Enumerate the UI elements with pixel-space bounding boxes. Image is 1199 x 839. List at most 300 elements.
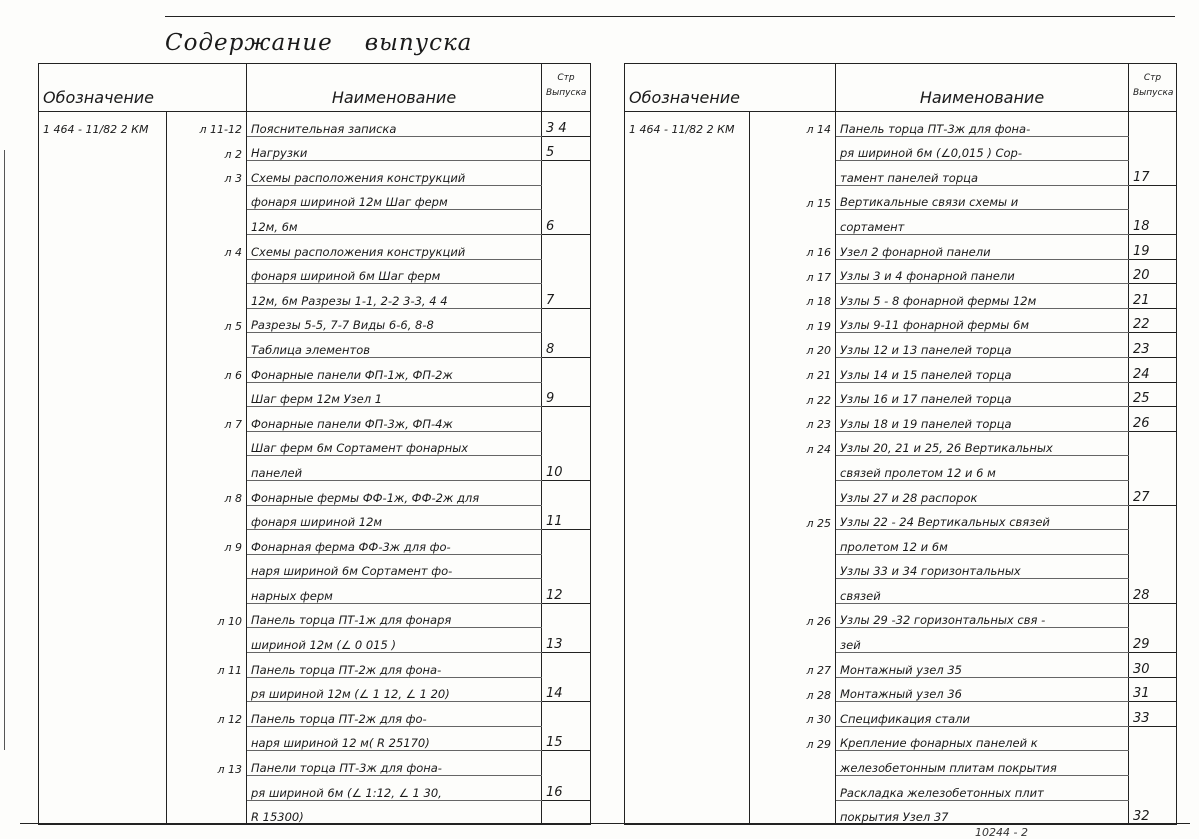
sheet-number-cell bbox=[750, 480, 836, 505]
page-number-cell bbox=[542, 234, 591, 259]
table-row bbox=[39, 456, 591, 481]
table-row bbox=[39, 653, 591, 678]
page-number-cell: 17 bbox=[1129, 161, 1177, 186]
header-row bbox=[625, 64, 1177, 112]
sheet-number-cell bbox=[167, 456, 247, 481]
table-row bbox=[39, 726, 591, 751]
sheet-number-cell: л 10 bbox=[167, 603, 247, 628]
page-number-cell bbox=[542, 308, 591, 333]
designation-cell bbox=[39, 456, 167, 481]
sheet-stamp: 10244 - 2 bbox=[975, 826, 1028, 839]
designation-cell bbox=[39, 579, 167, 604]
page-number-cell bbox=[542, 554, 591, 579]
sheet-number-cell bbox=[167, 333, 247, 358]
designation-cell bbox=[39, 800, 167, 825]
page-number-cell: 18 bbox=[1129, 210, 1177, 235]
designation-cell bbox=[625, 603, 750, 628]
table-row bbox=[625, 702, 1177, 727]
item-name-cell: Узлы 3 и 4 фонарной панели bbox=[836, 259, 1129, 284]
header-page-line1: Стр bbox=[1143, 72, 1162, 83]
item-name-cell: наря шириной 12 м( R 25170) bbox=[247, 726, 542, 751]
item-name-cell: железобетонным плитам покрытия bbox=[836, 751, 1129, 776]
item-name-cell: тамент панелей торца bbox=[836, 161, 1129, 186]
designation-cell bbox=[39, 382, 167, 407]
designation-cell bbox=[625, 259, 750, 284]
designation-cell bbox=[39, 407, 167, 432]
table-row bbox=[625, 185, 1177, 210]
page-number-cell bbox=[542, 357, 591, 382]
page-number-cell bbox=[542, 480, 591, 505]
page-number-cell: 24 bbox=[1129, 357, 1177, 382]
sheet-number-cell bbox=[750, 456, 836, 481]
page-number-cell bbox=[542, 800, 591, 825]
page-number-cell: 9 bbox=[542, 382, 591, 407]
item-name-cell: Разрезы 5-5, 7-7 Виды 6-6, 8-8 bbox=[247, 308, 542, 333]
sheet-number-cell bbox=[750, 136, 836, 161]
sheet-number-cell: л 4 bbox=[167, 234, 247, 259]
page-number-cell: 7 bbox=[542, 284, 591, 309]
item-name-cell: Вертикальные связи схемы и bbox=[836, 185, 1129, 210]
item-name-cell: Фонарные панели ФП-1ж, ФП-2ж bbox=[247, 357, 542, 382]
sheet-number-cell: л 6 bbox=[167, 357, 247, 382]
table-row bbox=[39, 776, 591, 801]
item-name-cell: Узлы 33 и 34 горизонтальных bbox=[836, 554, 1129, 579]
header-name: Наименование bbox=[331, 88, 457, 107]
designation-cell bbox=[625, 751, 750, 776]
page-number-cell bbox=[542, 407, 591, 432]
item-name-cell: сортамент bbox=[836, 210, 1129, 235]
designation-cell bbox=[625, 308, 750, 333]
sheet-number-cell: л 5 bbox=[167, 308, 247, 333]
header-designation: Обозначение bbox=[43, 88, 155, 107]
designation-cell bbox=[625, 210, 750, 235]
designation-cell bbox=[625, 234, 750, 259]
page-number-cell: 29 bbox=[1129, 628, 1177, 653]
designation-cell bbox=[625, 628, 750, 653]
designation-cell bbox=[39, 185, 167, 210]
item-name-cell: Узлы 27 и 28 распорок bbox=[836, 480, 1129, 505]
page-number-cell bbox=[542, 603, 591, 628]
table-row bbox=[625, 284, 1177, 309]
page-number-cell: 14 bbox=[542, 677, 591, 702]
designation-cell bbox=[625, 185, 750, 210]
designation-cell bbox=[39, 234, 167, 259]
item-name-cell: Схемы расположения конструкций bbox=[247, 234, 542, 259]
item-name-cell: ря шириной 12м (∠ 1 12, ∠ 1 20) bbox=[247, 677, 542, 702]
page-number-cell bbox=[542, 751, 591, 776]
sheet-number-cell: л 3 bbox=[167, 161, 247, 186]
table-row bbox=[625, 333, 1177, 358]
item-name-cell: связей пролетом 12 и 6 м bbox=[836, 456, 1129, 481]
table-row bbox=[39, 185, 591, 210]
item-name-cell: наря шириной 6м Сортамент фо- bbox=[247, 554, 542, 579]
item-name-cell: Шаг ферм 6м Сортамент фонарных bbox=[247, 431, 542, 456]
sheet-number-cell: л 12 bbox=[167, 702, 247, 727]
designation-cell bbox=[625, 333, 750, 358]
page-number-cell bbox=[1129, 776, 1177, 801]
table-row bbox=[39, 554, 591, 579]
sheet-number-cell: л 19 bbox=[750, 308, 836, 333]
header-name: Наименование bbox=[919, 88, 1045, 107]
item-name-cell: зей bbox=[836, 628, 1129, 653]
item-name-cell: Узлы 22 - 24 Вертикальных связей bbox=[836, 505, 1129, 530]
sheet-number-cell: л 11 bbox=[167, 653, 247, 678]
table-row bbox=[39, 259, 591, 284]
designation-cell bbox=[39, 284, 167, 309]
sheet-number-cell: л 27 bbox=[750, 653, 836, 678]
sheet-number-cell bbox=[167, 628, 247, 653]
table-row bbox=[39, 751, 591, 776]
item-name-cell: панелей bbox=[247, 456, 542, 481]
sheet-number-cell: л 29 bbox=[750, 726, 836, 751]
item-name-cell: Таблица элементов bbox=[247, 333, 542, 358]
item-name-cell: 12м, 6м Разрезы 1-1, 2-2 3-3, 4 4 bbox=[247, 284, 542, 309]
designation-cell bbox=[39, 357, 167, 382]
table-row bbox=[625, 382, 1177, 407]
page-number-cell bbox=[542, 161, 591, 186]
page-number-cell bbox=[1129, 112, 1177, 137]
page-number-cell bbox=[1129, 554, 1177, 579]
designation-cell bbox=[625, 579, 750, 604]
table-row bbox=[625, 800, 1177, 825]
page-number-cell bbox=[1129, 431, 1177, 456]
designation-cell bbox=[39, 751, 167, 776]
table-row bbox=[625, 505, 1177, 530]
designation-cell bbox=[625, 136, 750, 161]
item-name-cell: Узлы 20, 21 и 25, 26 Вертикальных bbox=[836, 431, 1129, 456]
designation-cell bbox=[39, 308, 167, 333]
page-number-cell bbox=[542, 185, 591, 210]
item-name-cell: пролетом 12 и 6м bbox=[836, 530, 1129, 555]
table-row bbox=[625, 628, 1177, 653]
sheet-number-cell bbox=[750, 161, 836, 186]
item-name-cell: R 15300) bbox=[247, 800, 542, 825]
page-number-cell: 21 bbox=[1129, 284, 1177, 309]
page-number-cell bbox=[542, 431, 591, 456]
table-row bbox=[625, 456, 1177, 481]
sheet-number-cell: л 11-12 bbox=[167, 112, 247, 137]
sheet-number-cell bbox=[750, 554, 836, 579]
table-row bbox=[625, 407, 1177, 432]
designation-cell bbox=[625, 702, 750, 727]
page-number-cell bbox=[542, 653, 591, 678]
page-number-cell: 19 bbox=[1129, 234, 1177, 259]
item-name-cell: Панель торца ПТ-3ж для фона- bbox=[836, 112, 1129, 137]
sheet-number-cell bbox=[167, 800, 247, 825]
page-number-cell: 3 4 bbox=[542, 112, 591, 137]
sheet-number-cell bbox=[167, 505, 247, 530]
designation-cell bbox=[625, 161, 750, 186]
sheet-number-cell: л 30 bbox=[750, 702, 836, 727]
designation-cell bbox=[625, 357, 750, 382]
title-word-1: Содержание bbox=[165, 30, 333, 56]
page-number-cell bbox=[542, 530, 591, 555]
header-page-line2: Выпуска bbox=[1133, 87, 1174, 98]
table-row bbox=[39, 480, 591, 505]
item-name-cell: Шаг ферм 12м Узел 1 bbox=[247, 382, 542, 407]
designation-cell bbox=[625, 456, 750, 481]
item-name-cell: Монтажный узел 36 bbox=[836, 677, 1129, 702]
page-number-cell: 33 bbox=[1129, 702, 1177, 727]
table-row bbox=[39, 333, 591, 358]
page-title bbox=[165, 30, 472, 56]
designation-cell bbox=[39, 505, 167, 530]
table-row bbox=[625, 579, 1177, 604]
table-row bbox=[39, 136, 591, 161]
table-row bbox=[625, 431, 1177, 456]
sheet-number-cell bbox=[167, 259, 247, 284]
table-row bbox=[39, 382, 591, 407]
item-name-cell: ря шириной 6м (∠0,015 ) Сор- bbox=[836, 136, 1129, 161]
table-row bbox=[625, 357, 1177, 382]
sheet-number-cell bbox=[167, 677, 247, 702]
sheet-number-cell: л 14 bbox=[750, 112, 836, 137]
table-row bbox=[625, 554, 1177, 579]
right-contents-table bbox=[624, 63, 1177, 825]
page-number-cell: 25 bbox=[1129, 382, 1177, 407]
table-row bbox=[39, 603, 591, 628]
page-number-cell: 13 bbox=[542, 628, 591, 653]
title-word-2: выпуска bbox=[364, 30, 473, 56]
designation-cell bbox=[39, 161, 167, 186]
page-number-cell: 15 bbox=[542, 726, 591, 751]
item-name-cell: фонаря шириной 6м Шаг ферм bbox=[247, 259, 542, 284]
item-name-cell: Раскладка железобетонных плит bbox=[836, 776, 1129, 801]
page-number-cell bbox=[1129, 603, 1177, 628]
designation-cell bbox=[625, 800, 750, 825]
table-row bbox=[625, 161, 1177, 186]
sheet-number-cell: л 26 bbox=[750, 603, 836, 628]
item-name-cell: фонаря шириной 12м Шаг ферм bbox=[247, 185, 542, 210]
page-number-cell bbox=[542, 702, 591, 727]
table-row bbox=[625, 480, 1177, 505]
sheet-number-cell: л 23 bbox=[750, 407, 836, 432]
sheet-number-cell bbox=[750, 751, 836, 776]
sheet-number-cell: л 17 bbox=[750, 259, 836, 284]
sheet-number-cell bbox=[167, 579, 247, 604]
table-row bbox=[39, 234, 591, 259]
designation-cell bbox=[39, 259, 167, 284]
table-row bbox=[625, 136, 1177, 161]
table-row bbox=[625, 530, 1177, 555]
designation-cell bbox=[625, 554, 750, 579]
designation-cell bbox=[625, 653, 750, 678]
sheet-number-cell: л 21 bbox=[750, 357, 836, 382]
sheet-number-cell bbox=[167, 431, 247, 456]
sheet-number-cell: л 28 bbox=[750, 677, 836, 702]
designation-cell bbox=[625, 431, 750, 456]
page-number-cell: 23 bbox=[1129, 333, 1177, 358]
item-name-cell: покрытия Узел 37 bbox=[836, 800, 1129, 825]
page-number-cell bbox=[1129, 505, 1177, 530]
table-row bbox=[39, 628, 591, 653]
header-page-line1: Стр bbox=[557, 72, 575, 83]
left-contents-table bbox=[38, 63, 591, 825]
designation-cell bbox=[39, 653, 167, 678]
page-number-cell bbox=[1129, 726, 1177, 751]
designation-cell bbox=[39, 677, 167, 702]
item-name-cell: Фонарные панели ФП-3ж, ФП-4ж bbox=[247, 407, 542, 432]
table-row bbox=[39, 161, 591, 186]
designation-cell bbox=[39, 603, 167, 628]
table-row bbox=[625, 210, 1177, 235]
page-number-cell: 11 bbox=[542, 505, 591, 530]
item-name-cell: Узлы 14 и 15 панелей торца bbox=[836, 357, 1129, 382]
page-number-cell: 32 bbox=[1129, 800, 1177, 825]
item-name-cell: Панели торца ПТ-3ж для фона- bbox=[247, 751, 542, 776]
sheet-number-cell: л 18 bbox=[750, 284, 836, 309]
sheet-number-cell bbox=[167, 554, 247, 579]
sheet-number-cell bbox=[750, 776, 836, 801]
header-page bbox=[1129, 64, 1177, 112]
page-number-cell: 22 bbox=[1129, 308, 1177, 333]
item-name-cell: Нагрузки bbox=[247, 136, 542, 161]
table-row bbox=[39, 308, 591, 333]
item-name-cell: Узел 2 фонарной панели bbox=[836, 234, 1129, 259]
sheet-number-cell: л 20 bbox=[750, 333, 836, 358]
table-row bbox=[39, 800, 591, 825]
page-number-cell: 8 bbox=[542, 333, 591, 358]
page-number-cell bbox=[1129, 751, 1177, 776]
designation-cell bbox=[39, 776, 167, 801]
sheet-number-cell bbox=[167, 185, 247, 210]
top-border-line bbox=[165, 16, 1175, 17]
designation-cell bbox=[625, 480, 750, 505]
sheet-number-cell: л 25 bbox=[750, 505, 836, 530]
designation-cell bbox=[39, 210, 167, 235]
item-name-cell: Узлы 16 и 17 панелей торца bbox=[836, 382, 1129, 407]
sheet-number-cell bbox=[750, 628, 836, 653]
item-name-cell: связей bbox=[836, 579, 1129, 604]
table-row bbox=[39, 407, 591, 432]
page-number-cell: 20 bbox=[1129, 259, 1177, 284]
item-name-cell: ря шириной 6м (∠ 1:12, ∠ 1 30, bbox=[247, 776, 542, 801]
sheet-number-cell bbox=[167, 210, 247, 235]
sheet-number-cell: л 15 bbox=[750, 185, 836, 210]
item-name-cell: Фонарные фермы ФФ-1ж, ФФ-2ж для bbox=[247, 480, 542, 505]
table-row bbox=[625, 751, 1177, 776]
designation-cell bbox=[39, 431, 167, 456]
table-row bbox=[39, 210, 591, 235]
table-row bbox=[625, 308, 1177, 333]
table-row bbox=[39, 579, 591, 604]
item-name-cell: Пояснительная записка bbox=[247, 112, 542, 137]
table-row bbox=[625, 259, 1177, 284]
table-row bbox=[39, 702, 591, 727]
item-name-cell: Панель торца ПТ-2ж для фо- bbox=[247, 702, 542, 727]
designation-cell bbox=[625, 726, 750, 751]
sheet-number-cell bbox=[167, 776, 247, 801]
page-number-cell: 30 bbox=[1129, 653, 1177, 678]
sheet-number-cell: л 8 bbox=[167, 480, 247, 505]
table-row bbox=[39, 284, 591, 309]
item-name-cell: нарных ферм bbox=[247, 579, 542, 604]
page-number-cell: 6 bbox=[542, 210, 591, 235]
page-number-cell: 28 bbox=[1129, 579, 1177, 604]
page-number-cell: 26 bbox=[1129, 407, 1177, 432]
designation-cell bbox=[39, 702, 167, 727]
designation-cell bbox=[39, 136, 167, 161]
table-row bbox=[625, 112, 1177, 137]
designation-cell bbox=[39, 333, 167, 358]
designation-cell bbox=[39, 726, 167, 751]
table-row bbox=[39, 357, 591, 382]
sheet-number-cell: л 2 bbox=[167, 136, 247, 161]
table-row bbox=[39, 530, 591, 555]
item-name-cell: шириной 12м (∠ 0 015 ) bbox=[247, 628, 542, 653]
sheet-number-cell bbox=[750, 210, 836, 235]
designation-cell bbox=[39, 480, 167, 505]
item-name-cell: Узлы 29 -32 горизонтальных свя - bbox=[836, 603, 1129, 628]
item-name-cell: Узлы 18 и 19 панелей торца bbox=[836, 407, 1129, 432]
designation-cell bbox=[625, 530, 750, 555]
designation-cell bbox=[39, 628, 167, 653]
table-row bbox=[625, 653, 1177, 678]
designation-cell bbox=[625, 382, 750, 407]
table-row bbox=[625, 234, 1177, 259]
page-number-cell: 5 bbox=[542, 136, 591, 161]
designation-cell bbox=[625, 776, 750, 801]
table-row bbox=[39, 505, 591, 530]
sheet-number-cell: л 13 bbox=[167, 751, 247, 776]
item-name-cell: 12м, 6м bbox=[247, 210, 542, 235]
sheet-number-cell bbox=[167, 726, 247, 751]
item-name-cell: Узлы 5 - 8 фонарной фермы 12м bbox=[836, 284, 1129, 309]
table-row bbox=[39, 112, 591, 137]
designation-cell bbox=[625, 505, 750, 530]
page-number-cell bbox=[1129, 456, 1177, 481]
page-number-cell bbox=[542, 259, 591, 284]
header-designation: Обозначение bbox=[629, 88, 741, 107]
sheet-number-cell bbox=[167, 284, 247, 309]
item-name-cell: Узлы 12 и 13 панелей торца bbox=[836, 333, 1129, 358]
table-row bbox=[625, 776, 1177, 801]
item-name-cell: Панель торца ПТ-1ж для фонаря bbox=[247, 603, 542, 628]
item-name-cell: Фонарная ферма ФФ-3ж для фо- bbox=[247, 530, 542, 555]
item-name-cell: Монтажный узел 35 bbox=[836, 653, 1129, 678]
page-number-cell bbox=[1129, 185, 1177, 210]
sheet-number-cell: л 24 bbox=[750, 431, 836, 456]
header-row bbox=[39, 64, 591, 112]
page-number-cell: 27 bbox=[1129, 480, 1177, 505]
designation-cell: 1 464 - 11/82 2 КМ bbox=[625, 112, 750, 137]
page-number-cell: 16 bbox=[542, 776, 591, 801]
sheet-number-cell bbox=[167, 382, 247, 407]
header-page-line2: Выпуска bbox=[546, 87, 587, 98]
page-number-cell bbox=[1129, 136, 1177, 161]
designation-cell bbox=[39, 530, 167, 555]
designation-cell bbox=[625, 677, 750, 702]
table-row bbox=[625, 677, 1177, 702]
sheet-number-cell bbox=[750, 579, 836, 604]
designation-cell bbox=[39, 554, 167, 579]
designation-cell bbox=[625, 284, 750, 309]
item-name-cell: Схемы расположения конструкций bbox=[247, 161, 542, 186]
item-name-cell: фонаря шириной 12м bbox=[247, 505, 542, 530]
page-number-cell: 10 bbox=[542, 456, 591, 481]
page-number-cell: 12 bbox=[542, 579, 591, 604]
item-name-cell: Узлы 9-11 фонарной фермы 6м bbox=[836, 308, 1129, 333]
table-row bbox=[39, 677, 591, 702]
table-row bbox=[39, 431, 591, 456]
table-row bbox=[625, 726, 1177, 751]
sheet-number-cell: л 7 bbox=[167, 407, 247, 432]
sheet-number-cell: л 9 bbox=[167, 530, 247, 555]
sheet-number-cell bbox=[750, 800, 836, 825]
designation-cell bbox=[625, 407, 750, 432]
page-number-cell: 31 bbox=[1129, 677, 1177, 702]
table-row bbox=[625, 603, 1177, 628]
